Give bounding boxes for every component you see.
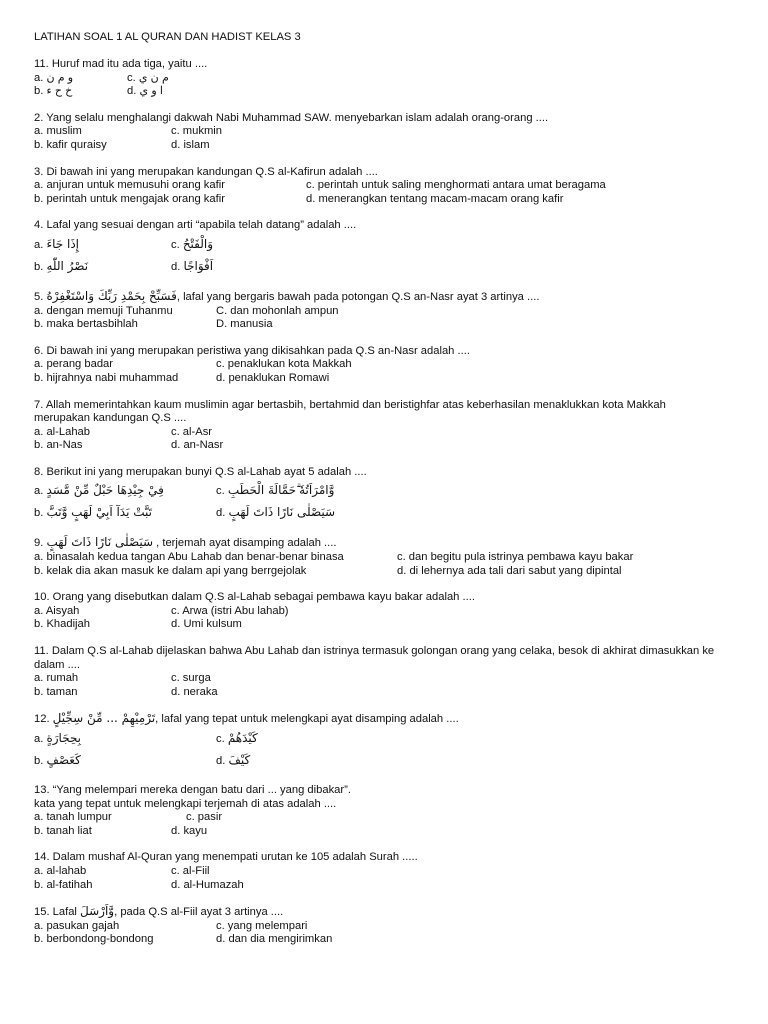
option-b: b. تَبَّتْ يَدَآ اَبِيْ لَهَبٍ وَّتَبَّ bbox=[34, 505, 152, 520]
option-a: a. tanah lumpur bbox=[34, 811, 112, 824]
arabic-text: تَبَّتْ يَدَآ اَبِيْ لَهَبٍ وَّتَبَّ bbox=[46, 505, 152, 520]
question-3 bbox=[34, 166, 734, 207]
option-a: a. al-Lahab bbox=[34, 425, 90, 438]
option-b: b. maka bertasbihlah bbox=[34, 318, 138, 331]
option-d: d. ا و ي bbox=[127, 85, 163, 98]
option-d: D. manusia bbox=[216, 318, 273, 331]
option-d: d. an-Nasr bbox=[171, 439, 224, 452]
option-d: d. di lehernya ada tali dari sabut yang dipintal bbox=[397, 564, 622, 577]
arabic-text: كَعَصْفٍ bbox=[46, 753, 81, 767]
arabic-text: كَيْدَهُمْ bbox=[227, 731, 258, 745]
option-c: C. dan mohonlah ampun bbox=[216, 304, 339, 317]
option-row bbox=[34, 501, 734, 523]
arabic-text: بِحِجَارَةٍ bbox=[46, 731, 82, 745]
option-c: c. penaklukan kota Makkah bbox=[216, 358, 352, 371]
option-b: b. al-fatihah bbox=[34, 878, 93, 891]
option-b: b. kafir quraisy bbox=[34, 138, 107, 151]
option-a: a. Aisyah bbox=[34, 604, 80, 617]
option-b: b. نَصْرُ اللّٰهِ bbox=[34, 258, 89, 273]
option-d: d. اَفْوَاجًا bbox=[171, 258, 214, 273]
option-d: d. islam bbox=[171, 138, 210, 151]
option-row bbox=[34, 125, 734, 139]
option-a: a. rumah bbox=[34, 672, 79, 685]
question-stem: 2. Yang selalu menghalangi dakwah Nabi Muhammad SAW. menyebarkan islam adalah orang-orang .... bbox=[34, 111, 549, 124]
option-d: d. penaklukan Romawi bbox=[216, 371, 330, 384]
question-7 bbox=[34, 399, 734, 453]
question-10 bbox=[34, 591, 734, 632]
option-row bbox=[34, 811, 734, 825]
option-row bbox=[34, 865, 734, 879]
question-4 bbox=[34, 219, 734, 277]
option-row bbox=[34, 358, 734, 372]
option-b: b. خ ح ء bbox=[34, 85, 73, 98]
option-d: d. al-Humazah bbox=[171, 878, 244, 891]
option-row bbox=[34, 372, 734, 386]
option-row bbox=[34, 565, 734, 579]
option-d: d. neraka bbox=[171, 685, 218, 698]
option-a: a. binasalah kedua tangan Abu Lahab dan benar-benar binasa bbox=[34, 551, 344, 564]
option-b: b. an-Nas bbox=[34, 439, 83, 452]
option-c: c. al-Asr bbox=[171, 425, 213, 438]
option-b: b. tanah liat bbox=[34, 824, 92, 837]
question-13 bbox=[34, 784, 734, 838]
question-stem-continued: kata yang tepat untuk melengkapi terjemah di atas adalah .... bbox=[34, 797, 337, 810]
option-row bbox=[34, 72, 734, 86]
option-row bbox=[34, 749, 734, 771]
question-stem: 9. سَيَصْلٰى نَارًا ذَاتَ لَهَبٍ , terjemah ayat disamping adalah .... bbox=[34, 535, 337, 550]
option-row bbox=[34, 825, 734, 839]
option-b: b. hijrahnya nabi muhammad bbox=[34, 371, 179, 384]
option-row bbox=[34, 727, 734, 749]
question-stem: 4. Lafal yang sesuai dengan arti “apabila telah datang” adalah .... bbox=[34, 219, 357, 232]
option-b: b. kelak dia akan masuk ke dalam api yang berrgejolak bbox=[34, 564, 307, 577]
option-c: c. dan begitu pula istrinya pembawa kayu bakar bbox=[397, 551, 634, 564]
question-14 bbox=[34, 851, 734, 892]
option-b: b. berbondong-bondong bbox=[34, 933, 154, 946]
question-9 bbox=[34, 536, 734, 578]
option-row bbox=[34, 318, 734, 332]
option-row bbox=[34, 233, 734, 255]
arabic-text: وَّامْرَاَتُهٗ ۗحَمَّالَةَ الْحَطَبِ bbox=[227, 483, 335, 498]
option-c: c. yang melempari bbox=[216, 919, 308, 932]
option-row bbox=[34, 193, 734, 207]
question-12 bbox=[34, 712, 734, 771]
question-stem: 14. Dalam mushaf Al-Quran yang menempati urutan ke 105 adalah Surah ..... bbox=[34, 851, 418, 864]
option-a: a. فِيْ جِيْدِهَا حَبْلٌ مِّنْ مَّسَدٍ bbox=[34, 483, 164, 498]
arabic-text: وَالْفَتْحُ bbox=[182, 236, 214, 251]
option-row bbox=[34, 479, 734, 501]
question-stem-continued: merupakan kandungan Q.S .... bbox=[34, 412, 187, 425]
option-a: a. al-lahab bbox=[34, 864, 87, 877]
option-row bbox=[34, 686, 734, 700]
question-stem: 10. Orang yang disebutkan dalam Q.S al-Lahab sebagai pembawa kayu bakar adalah .... bbox=[34, 591, 475, 604]
question-5 bbox=[34, 290, 734, 332]
arabic-text: اَفْوَاجًا bbox=[183, 258, 214, 273]
option-c: c. وَّامْرَاَتُهٗ ۗحَمَّالَةَ الْحَطَبِ bbox=[216, 483, 335, 498]
arabic-text: سَيَصْلٰى نَارًا ذَاتَ لَهَبٍ bbox=[46, 535, 154, 550]
question-stem: 7. Allah memerintahkan kaum muslimin agar bertasbih, bertahmid dan beristighfar atas keberhasilan menaklukkan kota Makkah bbox=[34, 398, 666, 411]
option-d: d. dan dia mengirimkan bbox=[216, 933, 333, 946]
option-d: d. Umi kulsum bbox=[171, 618, 242, 631]
option-c: c. م ن ي bbox=[127, 71, 169, 84]
option-row bbox=[34, 426, 734, 440]
arabic-text: إِذَا جَاءَ bbox=[46, 236, 79, 251]
question-15 bbox=[34, 905, 734, 947]
option-row bbox=[34, 85, 734, 99]
arabic-text: تَرْمِيْهِمْ ... مِّنْ سِجِّيْلٍ bbox=[52, 711, 156, 726]
option-c: c. كَيْدَهُمْ bbox=[216, 731, 258, 745]
question-8 bbox=[34, 466, 734, 524]
option-b: b. perintah untuk mengajak orang kafir bbox=[34, 192, 225, 205]
option-b: b. Khadijah bbox=[34, 618, 90, 631]
question-1 bbox=[34, 58, 734, 99]
question-2 bbox=[34, 112, 734, 153]
option-c: c. pasir bbox=[186, 811, 223, 824]
option-c: c. al-Fiil bbox=[171, 864, 210, 877]
question-11 bbox=[34, 645, 734, 699]
option-b: b. taman bbox=[34, 685, 78, 698]
option-c: c. mukmin bbox=[171, 125, 222, 138]
question-stem: 6. Di bawah ini yang merupakan peristiwa yang dikisahkan pada Q.S an-Nasr adalah .... bbox=[34, 344, 470, 357]
option-row bbox=[34, 605, 734, 619]
option-c: c. Arwa (istri Abu lahab) bbox=[171, 604, 289, 617]
arabic-text: وَّاَرْسَلَ bbox=[80, 904, 115, 919]
option-a: a. anjuran untuk memusuhi orang kafir bbox=[34, 179, 225, 192]
option-row bbox=[34, 179, 734, 193]
option-row bbox=[34, 255, 734, 277]
option-c: c. perintah untuk saling menghormati antara umat beragama bbox=[306, 179, 606, 192]
option-row bbox=[34, 672, 734, 686]
option-a: a. إِذَا جَاءَ bbox=[34, 236, 79, 251]
option-c: c. surga bbox=[171, 672, 211, 685]
question-stem: 11. Dalam Q.S al-Lahab dijelaskan bahwa Abu Lahab dan istrinya termasuk golongan orang yang celaka, besok di akhirat dimasukkan ke bbox=[34, 645, 715, 658]
option-d: d. menerangkan tentang macam-macam orang kafir bbox=[306, 192, 564, 205]
option-c: c. وَالْفَتْحُ bbox=[171, 236, 214, 251]
option-row bbox=[34, 139, 734, 153]
worksheet-title: LATIHAN SOAL 1 AL QURAN DAN HADIST KELAS 3 bbox=[34, 31, 301, 43]
option-b: b. كَعَصْفٍ bbox=[34, 753, 81, 767]
option-row bbox=[34, 933, 734, 947]
question-stem: 12. تَرْمِيْهِمْ ... مِّنْ سِجِّيْلٍ, lafal yang tepat untuk melengkapi ayat disamping adalah .... bbox=[34, 711, 459, 726]
option-d: d. سَيَصْلٰى نَارًا ذَاتَ لَهَبٍ bbox=[216, 505, 336, 520]
option-a: a. pasukan gajah bbox=[34, 919, 120, 932]
option-a: a. muslim bbox=[34, 125, 82, 138]
option-a: a. perang badar bbox=[34, 358, 113, 371]
option-row bbox=[34, 879, 734, 893]
arabic-text: فَسَبِّحْ بِحَمْدِ رَبِّكَ وَاسْتَغْفِرْهُ bbox=[46, 288, 177, 303]
question-stem: 11. Huruf mad itu ada tiga, yaitu .... bbox=[34, 58, 208, 70]
question-stem: 8. Berikut ini yang merupakan bunyi Q.S al-Lahab ayat 5 adalah .... bbox=[34, 465, 367, 478]
option-a: a. و م ن bbox=[34, 71, 74, 84]
option-a: a. dengan memuji Tuhanmu bbox=[34, 304, 173, 317]
arabic-text: كَيْفَ bbox=[228, 753, 251, 767]
worksheet bbox=[34, 30, 734, 960]
question-stem-continued: dalam .... bbox=[34, 658, 81, 671]
option-row bbox=[34, 305, 734, 319]
question-stem: 15. Lafal وَّاَرْسَلَ, pada Q.S al-Fiil ayat 3 artinya .... bbox=[34, 904, 284, 919]
arabic-text: نَصْرُ اللّٰهِ bbox=[46, 258, 89, 273]
question-6 bbox=[34, 345, 734, 386]
option-d: d. كَيْفَ bbox=[216, 753, 251, 767]
option-d: d. kayu bbox=[171, 824, 208, 837]
option-row bbox=[34, 439, 734, 453]
option-row bbox=[34, 920, 734, 934]
question-stem: 5. فَسَبِّحْ بِحَمْدِ رَبِّكَ وَاسْتَغْفِرْهُ, lafal yang bergaris bawah pada potongan Q.S an-Nasr ayat 3 artinya .... bbox=[34, 288, 540, 303]
question-stem: 3. Di bawah ini yang merupakan kandungan Q.S al-Kafirun adalah .... bbox=[34, 165, 378, 178]
question-stem: 13. “Yang melempari mereka dengan batu dari ... yang dibakar”. bbox=[34, 784, 351, 796]
option-row bbox=[34, 618, 734, 632]
option-a: a. بِحِجَارَةٍ bbox=[34, 731, 82, 745]
option-row bbox=[34, 551, 734, 565]
arabic-text: سَيَصْلٰى نَارًا ذَاتَ لَهَبٍ bbox=[228, 505, 336, 520]
arabic-text: فِيْ جِيْدِهَا حَبْلٌ مِّنْ مَّسَدٍ bbox=[46, 483, 164, 498]
